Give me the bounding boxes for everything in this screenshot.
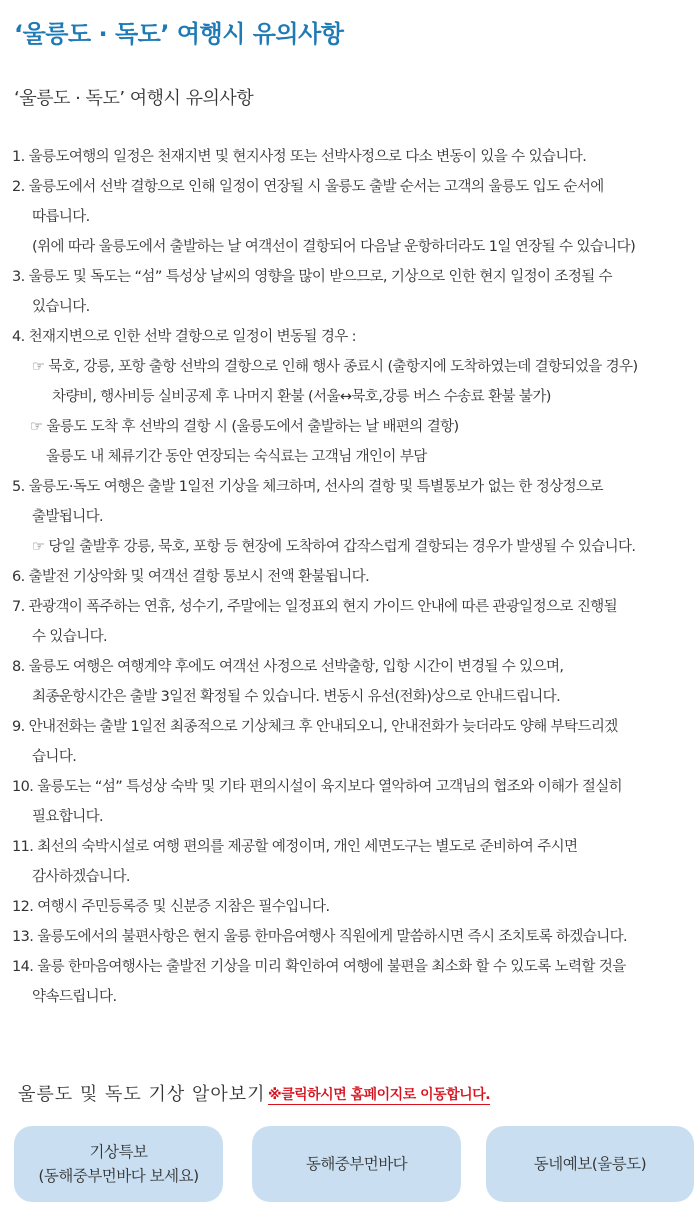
notice-item-7: 7. 관광객이 폭주하는 연휴, 성수기, 주말에는 일정표외 현지 가이드 안내에 따른 관광일정으로 진행될 [12, 599, 618, 615]
east-sea-offshore-button-label: 동해중부먼바다 [305, 1155, 408, 1173]
local-forecast-button[interactable] [486, 1126, 694, 1202]
notice-item-5-sub [12, 532, 694, 562]
weather-warning-button-line1: 기상특보 [89, 1143, 148, 1161]
east-sea-offshore-button[interactable] [252, 1126, 461, 1202]
notice-item-12: 12. 여행시 주민등록증 및 신분증 지참은 필수입니다. [12, 899, 330, 915]
notice-item-6: 6. 출발전 기상악화 및 여객선 결항 통보시 전액 환불됩니다. [12, 569, 370, 585]
notice-item-4-sub-1 [12, 352, 694, 382]
notice-item-8-cont: 최종운항시간은 출발 3일전 확정될 수 있습니다. 변동시 유선(전화)상으로 안내드립니다. [32, 689, 561, 705]
notice-item-2-cont: 따릅니다. [32, 209, 90, 225]
notice-item-5: 5. 울릉도·독도 여행은 출발 1일전 기상을 체크하며, 선사의 결항 및 특별통보가 없는 한 정상정으로 [12, 479, 603, 495]
local-forecast-button-label: 동네예보(울릉도) [533, 1155, 647, 1173]
notice-item-9-cont: 습니다. [32, 749, 77, 765]
notice-item-10: 10. 울릉도는 “섬” 특성상 숙박 및 기타 편의시설이 육지보다 열악하여 고객님의 협조와 이해가 절실히 [12, 779, 623, 795]
pointing-hand-icon: ☞ [32, 539, 45, 555]
weather-warning-button[interactable] [14, 1126, 223, 1202]
notice-item-4-sub-1-cont: 차량비, 행사비등 실비공제 후 나머지 환불 (서울↔묵호,강릉 버스 수송료 환불 불가) [52, 389, 551, 405]
notice-item-5-sub-text: 당일 출발후 강릉, 묵호, 포항 등 현장에 도착하여 갑작스럽게 결항되는 경우가 발생될 수 있습니다. [48, 539, 636, 555]
notice-item-9: 9. 안내전화는 출발 1일전 최종적으로 기상체크 후 안내되오니, 안내전화가 늦더라도 양해 부탁드리겠 [12, 719, 618, 735]
notice-item-11: 11. 최선의 숙박시설로 여행 편의를 제공할 예정이며, 개인 세면도구는 별도로 준비하여 주시면 [12, 839, 578, 855]
weather-section-heading: 울릉도 및 독도 기상 알아보기 [18, 1084, 266, 1105]
page-title: ‘울릉도 · 독도’ 여행시 유의사항 [14, 20, 344, 48]
notice-item-11-cont: 감사하겠습니다. [32, 869, 130, 885]
notice-item-4: 4. 천재지변으로 인한 선박 결항으로 일정이 변동될 경우 : [12, 329, 356, 345]
notice-item-4-sub-2 [12, 412, 694, 442]
pointing-hand-icon: ☞ [30, 419, 43, 435]
notice-item-8: 8. 울릉도 여행은 여행계약 후에도 여객선 사정으로 선박출항, 입항 시간이 변경될 수 있으며, [12, 659, 564, 675]
notice-item-2: 2. 울릉도에서 선박 결항으로 인해 일정이 연장될 시 울릉도 출발 순서는 고객의 울릉도 입도 순서에 [12, 179, 604, 195]
homepage-link[interactable]: ※클릭하시면 홈페이지로 이동합니다. [268, 1084, 490, 1105]
notice-item-13: 13. 울릉도에서의 불편사항은 현지 울릉 한마음여행사 직원에게 말씀하시면 즉시 조치토록 하겠습니다. [12, 929, 628, 945]
weather-warning-button-label [38, 1140, 198, 1188]
notice-list [12, 142, 694, 1012]
pointing-hand-icon: ☞ [32, 359, 45, 375]
weather-warning-button-line2: (동해중부먼바다 보세요) [38, 1167, 199, 1185]
notice-item-1: 1. 울릉도여행의 일정은 천재지변 및 현지사정 또는 선박사정으로 다소 변동이 있을 수 있습니다. [12, 149, 587, 165]
notice-item-14-cont: 약속드립니다. [32, 989, 117, 1005]
section-subtitle: ‘울릉도 · 독도’ 여행시 유의사항 [14, 88, 254, 109]
notice-item-10-cont: 필요합니다. [32, 809, 104, 825]
notice-item-3-cont: 있습니다. [32, 299, 90, 315]
notice-item-2-note: (위에 따라 울릉도에서 출발하는 날 여객선이 결항되어 다음날 운항하더라도 1일 연장될 수 있습니다) [32, 239, 636, 255]
notice-item-4-sub-2-cont: 울릉도 내 체류기간 동안 연장되는 숙식료는 고객님 개인이 부담 [46, 449, 427, 465]
notice-item-3: 3. 울릉도 및 독도는 “섬” 특성상 날씨의 영향을 많이 받으므로, 기상으로 인한 현지 일정이 조정될 수 [12, 269, 613, 285]
notice-item-5-cont: 출발됩니다. [32, 509, 104, 525]
notice-item-4-sub-2-text: 울릉도 도착 후 선박의 결항 시 (울릉도에서 출발하는 날 배편의 결항) [46, 419, 459, 435]
notice-item-7-cont: 수 있습니다. [32, 629, 108, 645]
notice-item-4-sub-1-text: 묵호, 강릉, 포항 출항 선박의 결항으로 인해 행사 종료시 (출항지에 도착하였는데 결항되었을 경우) [48, 359, 638, 375]
notice-item-14: 14. 울릉 한마음여행사는 출발전 기상을 미리 확인하여 여행에 불편을 최소화 할 수 있도록 노력할 것을 [12, 959, 626, 975]
